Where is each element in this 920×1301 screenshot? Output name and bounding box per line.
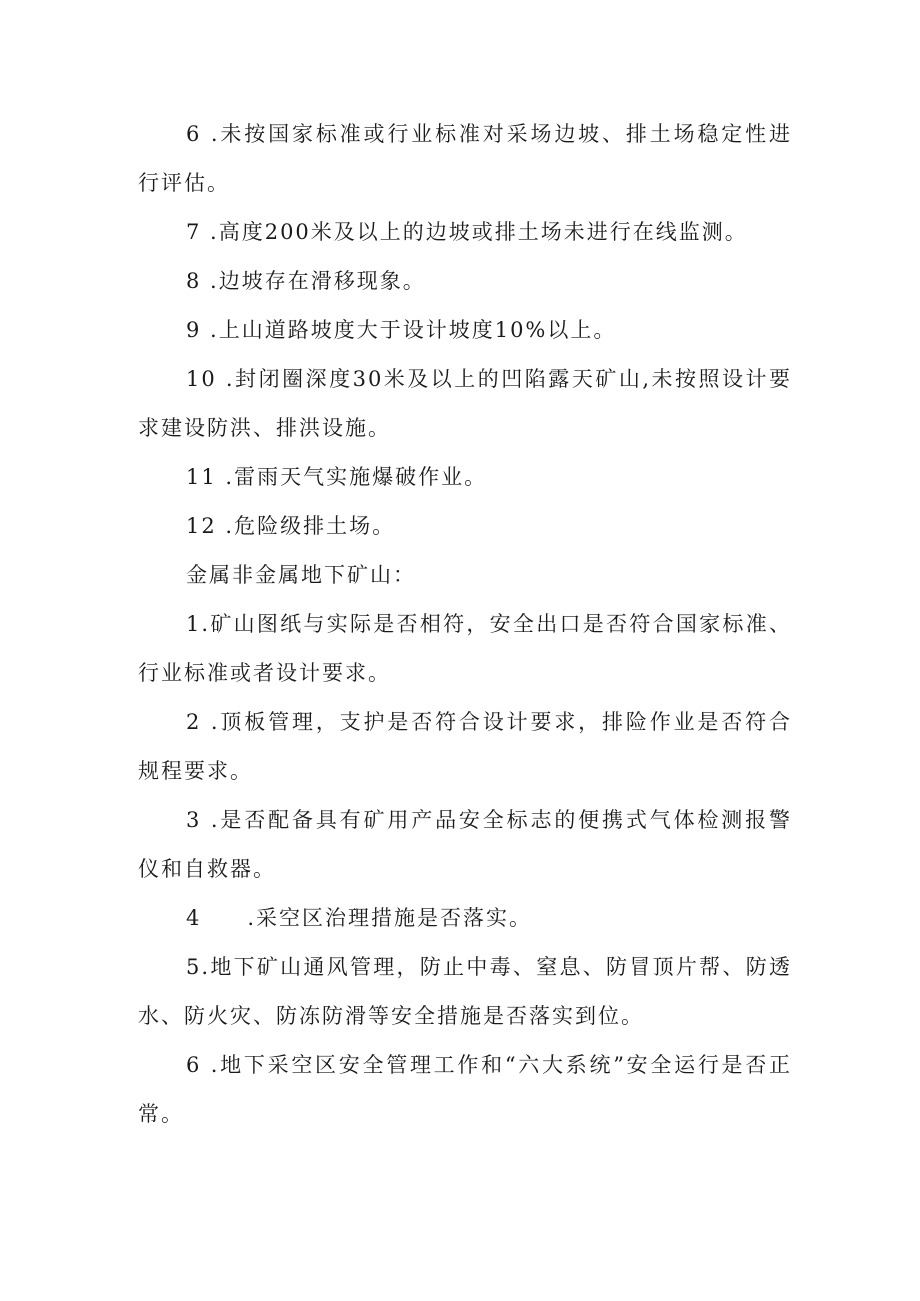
paragraph-item-6: 6 .未按国家标准或行业标准对采场边坡、排土场稳定性进行评估。: [138, 122, 792, 195]
paragraph-underground-3: 3 .是否配备具有矿用产品安全标志的便携式气体检测报警仪和自救器。: [138, 808, 792, 881]
paragraph-underground-1: 1.矿山图纸与实际是否相符，安全出口是否符合国家标准、行业标准或者设计要求。: [138, 612, 792, 685]
paragraph-underground-4: 4 .采空区治理措施是否落实。: [186, 906, 533, 930]
section-heading-underground-mines: 金属非金属地下矿山：: [186, 563, 416, 587]
paragraph-item-11: 11 .雷雨天气实施爆破作业。: [186, 465, 488, 489]
paragraph-item-10: 10 .封闭圈深度30米及以上的凹陷露天矿山,未按照设计要求建设防洪、排洪设施。: [138, 367, 792, 440]
paragraph-underground-2: 2 .顶板管理，支护是否符合设计要求，排险作业是否符合规程要求。: [138, 710, 792, 783]
paragraph-underground-6: 6 .地下采空区安全管理工作和“六大系统”安全运行是否正常。: [138, 1053, 792, 1126]
document-body: [138, 110, 792, 1139]
paragraph-underground-5: 5.地下矿山通风管理，防止中毒、窒息、防冒顶片帮、防透水、防火灾、防冻防滑等安全措施是否落实到位。: [138, 955, 792, 1028]
paragraph-item-7: 7 .高度200米及以上的边坡或排土场未进行在线监测。: [186, 220, 748, 244]
paragraph-item-12: 12 .危险级排土场。: [186, 514, 396, 538]
paragraph-item-8: 8 .边坡存在滑移现象。: [186, 269, 426, 293]
paragraph-item-9: 9 .上山道路坡度大于设计坡度10%以上。: [186, 318, 617, 342]
